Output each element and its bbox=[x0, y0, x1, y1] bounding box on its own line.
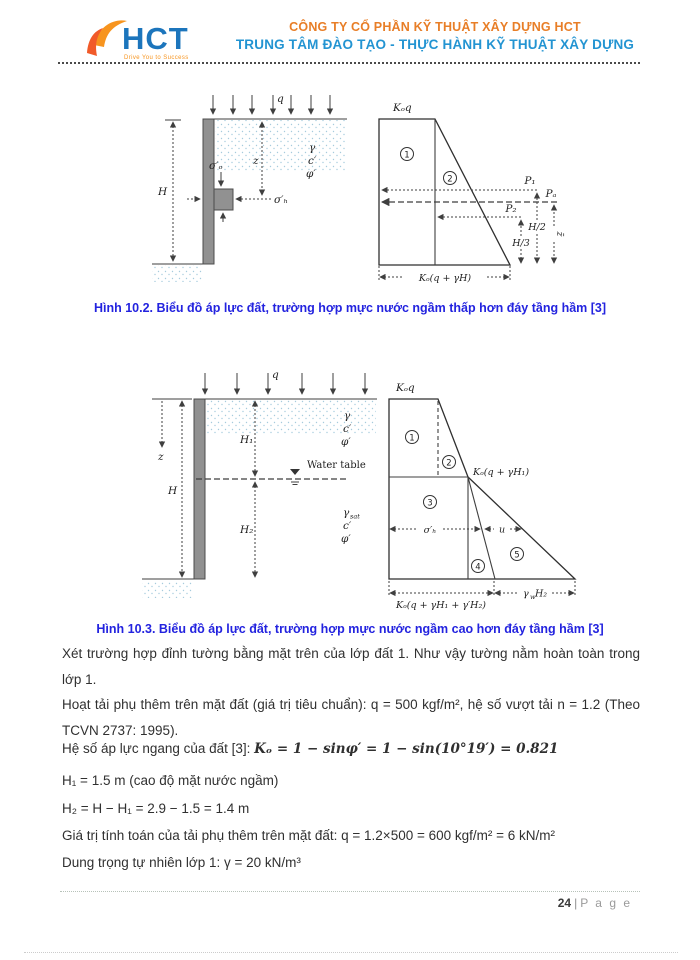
label-z: z bbox=[253, 155, 259, 167]
label-P1: P₁ bbox=[524, 175, 536, 187]
label-c: c′ bbox=[343, 423, 352, 435]
soil-element bbox=[214, 189, 233, 210]
dim-H2: H/2 bbox=[528, 222, 546, 233]
label-H1: H₁ bbox=[240, 434, 254, 446]
region-2: 2 bbox=[446, 458, 452, 469]
paragraph-7: Dung trọng tự nhiên lớp 1: γ = 20 kN/m³ bbox=[62, 855, 301, 870]
label-P2: P₂ bbox=[505, 203, 517, 215]
p3-label: Hệ số áp lực ngang của đất [3]: bbox=[62, 741, 255, 756]
pressure-diagram-1 bbox=[379, 102, 565, 284]
paragraph-4: H₁ = 1.5 m (cao độ mặt nước ngầm) bbox=[62, 773, 279, 788]
page-bottom-border bbox=[24, 952, 678, 953]
p3-formula: Kₒ = 1 − sinφ′ = 1 − sin(10°19′) = 0.821 bbox=[254, 741, 559, 757]
label-water-table: Water table bbox=[307, 460, 366, 471]
region-2: 2 bbox=[447, 174, 453, 185]
label-sigma-v: σ′ₒ bbox=[209, 160, 223, 172]
retaining-wall-sketch-2 bbox=[142, 369, 377, 598]
label-H: H bbox=[168, 485, 178, 497]
figure-10-3-diagram bbox=[140, 365, 610, 617]
wall bbox=[203, 119, 214, 264]
surcharge-arrows bbox=[205, 373, 365, 394]
region-1: 1 bbox=[404, 150, 410, 161]
label-base-pressure: Kₒ(q + γH) bbox=[418, 273, 472, 284]
label-koq: Kₒq bbox=[393, 102, 412, 114]
company-name: CÔNG TY CỔ PHẦN KỸ THUẬT XÂY DỰNG HCT bbox=[289, 20, 581, 34]
page-number-value: 24 bbox=[557, 896, 572, 910]
label-q: q bbox=[272, 369, 279, 381]
region-3: 3 bbox=[427, 498, 433, 509]
water-table-icon bbox=[290, 469, 300, 485]
label-phi: φ′ bbox=[341, 436, 351, 448]
surcharge-arrows bbox=[213, 95, 330, 114]
region-5: 5 bbox=[514, 550, 520, 561]
region-1: 1 bbox=[409, 433, 415, 444]
label-c: c′ bbox=[308, 155, 317, 167]
label-q: q bbox=[277, 93, 284, 105]
figure-10-2-diagram bbox=[150, 88, 620, 300]
logo-text: HCT bbox=[122, 21, 189, 56]
dim-zbar: z̄ bbox=[554, 231, 565, 237]
label-c2: c′ bbox=[343, 520, 352, 532]
footer-divider bbox=[60, 891, 640, 892]
label-phi2: φ′ bbox=[341, 533, 351, 545]
label-H: H bbox=[158, 186, 168, 198]
page-label: P a g e bbox=[580, 896, 632, 910]
paragraph-3 bbox=[62, 736, 640, 762]
figure-10-3-caption: Hình 10.3. Biểu đồ áp lực đất, trường hợp mực nước ngầm cao hơn đáy tầng hầm [3] bbox=[96, 622, 604, 636]
pressure-diagram-2 bbox=[389, 382, 575, 611]
label-gw-H2: H₂ bbox=[535, 588, 548, 600]
dim-H3: H/3 bbox=[512, 238, 530, 249]
paragraph-1: Xét trường hợp đỉnh tường bằng mặt trên của lớp đất 1. Như vậy tường nằm hoàn toàn trong lớp 1. bbox=[62, 646, 640, 687]
header-text bbox=[200, 20, 670, 52]
label-gamma: γ bbox=[309, 142, 316, 154]
paragraph-6: Giá trị tính toán của tải phụ thêm trên mặt đất: q = 1.2×500 = 600 kgf/m² = 6 kN/m² bbox=[62, 828, 556, 843]
retaining-wall-sketch bbox=[152, 93, 347, 282]
label-koq: Kₒq bbox=[396, 382, 415, 394]
paragraph-5: H₂ = H − H₁ = 2.9 − 1.5 = 1.4 m bbox=[62, 801, 250, 816]
paragraph-2: Hoạt tải phụ thêm trên mặt đất (giá trị tiêu chuẩn): q = 500 kgf/m², hệ số vượt tải n = 1.2 (Theo TCVN 2737: 1995). bbox=[62, 697, 640, 738]
label-z: z bbox=[158, 451, 164, 463]
label-sat-subscript: sat bbox=[350, 512, 360, 521]
label-u: u bbox=[498, 524, 506, 536]
label-mid-pressure: Kₒ(q + γH₁) bbox=[473, 467, 530, 478]
center-name: TRUNG TÂM ĐÀO TẠO - THỰC HÀNH KỸ THUẬT XÂY DỰNG bbox=[235, 37, 635, 52]
page-number-separator: | bbox=[574, 896, 578, 910]
label-gamma-w: γ bbox=[523, 588, 529, 600]
label-sigma-h: σ′ₕ bbox=[274, 194, 289, 206]
figure-10-2-caption: Hình 10.2. Biểu đồ áp lực đất, trường hợp mực nước ngầm thấp hơn đáy tầng hầm [3] bbox=[93, 301, 607, 315]
label-gamma-sat: γ bbox=[343, 507, 350, 519]
label-w-subscript: w bbox=[530, 593, 536, 601]
page-number bbox=[60, 896, 632, 910]
header-divider bbox=[58, 62, 640, 64]
label-phi: φ′ bbox=[306, 168, 316, 180]
wall bbox=[194, 399, 205, 579]
label-H2: H₂ bbox=[240, 524, 254, 536]
label-base-left: Kₒ(q + γH₁ + γ′H₂) bbox=[396, 600, 486, 611]
region-4: 4 bbox=[475, 562, 481, 573]
label-gamma: γ bbox=[344, 410, 351, 422]
label-sigma-h: σ′ₕ bbox=[423, 525, 437, 536]
logo-tagline: Drive You to Success bbox=[124, 55, 189, 61]
label-Pa: Pₐ bbox=[545, 188, 557, 200]
company-logo bbox=[84, 12, 209, 62]
